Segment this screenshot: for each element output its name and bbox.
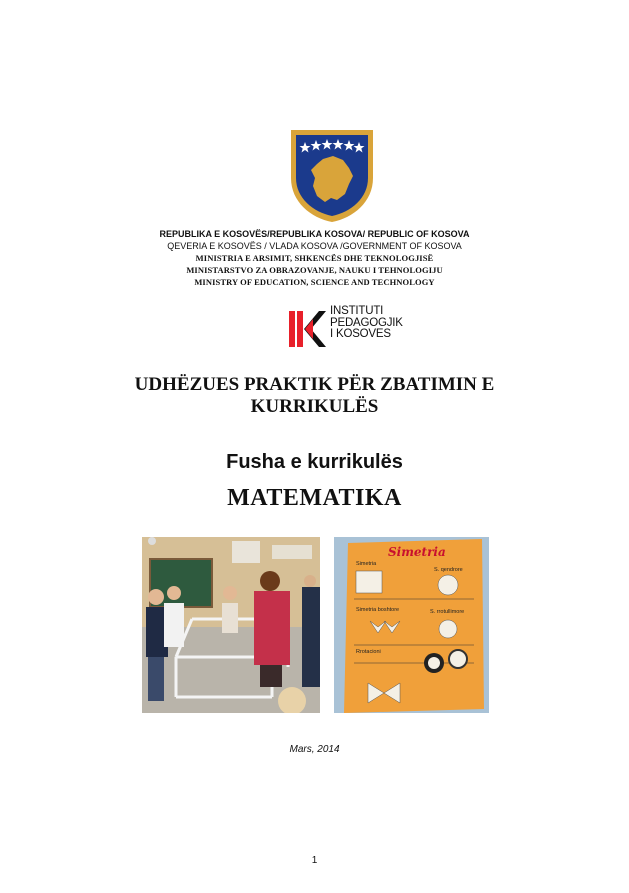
poster-label-rotational: S. rrotullimore bbox=[430, 609, 465, 615]
coat-of-arms-icon bbox=[287, 126, 377, 224]
title-line-1: UDHËZUES PRAKTIK PËR ZBATIMIN E bbox=[134, 374, 495, 395]
government-line: QEVERIA E KOSOVËS / VLADA KOSOVA /GOVERNMENT OF KOSOVA bbox=[167, 241, 462, 251]
institute-line-3: I KOSOVES bbox=[330, 328, 391, 340]
poster-label-symmetry: Simetria bbox=[356, 561, 377, 567]
poster-title: Simetria bbox=[388, 545, 446, 559]
page-number: 1 bbox=[311, 855, 318, 866]
government-header bbox=[0, 228, 629, 288]
institute-line-1: INSTITUTI bbox=[330, 305, 384, 317]
ministry-line-serbian: MINISTARSTVO ZA OBRAZOVANJE, NAUKU I TEHNOLOGIJU bbox=[186, 265, 443, 275]
curriculum-field: Fusha e kurrikulës bbox=[226, 451, 403, 473]
institute-line-2: PEDAGOGJIK bbox=[330, 316, 403, 329]
ministry-line-english: MINISTRY OF EDUCATION, SCIENCE AND TECHNOLOGY bbox=[194, 277, 435, 287]
classroom-photo bbox=[142, 537, 320, 713]
title-line-2: KURRIKULËS bbox=[250, 396, 379, 417]
symmetry-poster-photo bbox=[334, 537, 489, 713]
institute-name bbox=[330, 306, 403, 341]
institute-logo-icon bbox=[289, 309, 329, 349]
ministry-line-albanian: MINISTRIA E ARSIMIT, SHKENCËS DHE TEKNOLOGJISË bbox=[195, 253, 434, 263]
republic-line: REPUBLIKA E KOSOVËS/REPUBLIKA KOSOVA/ REPUBLIC OF KOSOVA bbox=[159, 229, 470, 239]
poster-label-central: S. qendrore bbox=[434, 567, 463, 573]
poster-label-rotation: Rrotacioni bbox=[356, 649, 381, 655]
document-title bbox=[0, 374, 629, 418]
publication-date: Mars, 2014 bbox=[289, 744, 340, 755]
subject-title: MATEMATIKA bbox=[227, 485, 402, 511]
poster-label-axial: Simetria boshtore bbox=[356, 607, 400, 613]
